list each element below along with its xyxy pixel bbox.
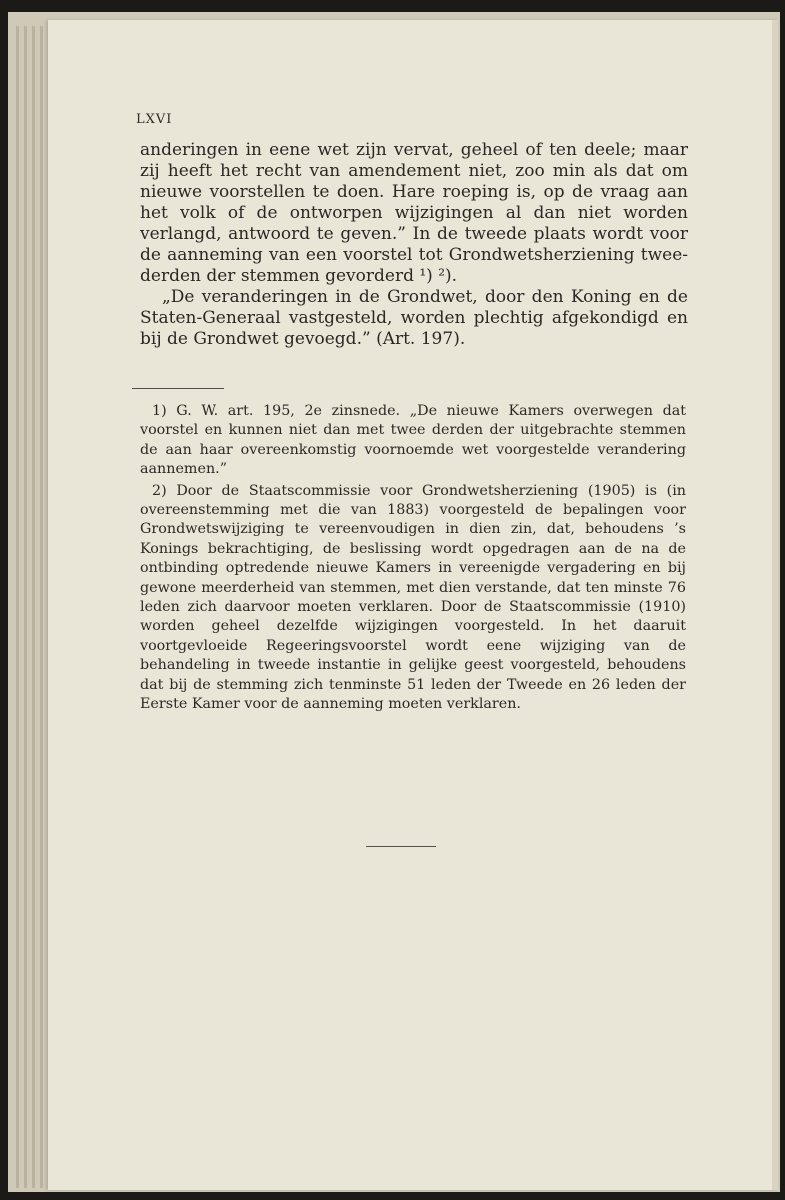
end-rule — [366, 846, 436, 847]
page-edge — [40, 26, 43, 1188]
footnote-divider — [132, 388, 224, 389]
footnotes — [140, 402, 686, 715]
page-edge — [32, 26, 35, 1188]
paragraph: anderingen in eene wet zijn vervat, geheel of ten deele; maar zij heeft het recht van amendement niet, zoo min als dat om nieuwe voorstellen te doen. Hare roeping is, op de vraag aan het volk of de ontworpen wijzigingen al dan niet worden verlangd, antwoord te geven.” In de tweede plaats wordt voor de aanneming van een voorstel tot Grondwetsherziening twee-derden der stemmen gevorderd ¹) ²). — [140, 140, 688, 286]
page-right-edge — [772, 20, 778, 1190]
page-edge — [16, 26, 19, 1188]
main-text — [140, 140, 688, 350]
page-number: LXVI — [136, 112, 173, 127]
footnote: 2) Door de Staatscommissie voor Grondwetsherziening (1905) is (in overeenstemming met die van 1883) voorgesteld de bepalingen voor Grondwetswijziging te vereenvoudigen in dien zin, dat, behoudens ’s Konings bekrachtiging, de beslissing wordt opgedragen aan de na de ontbinding optredende nieuwe Kamers in vereenigde vergadering en bij gewone meerderheid van stemmen, met dien verstande, dat ten minste 76 leden zich daarvoor moeten verklaren. Door de Staatscommissie (1910) worden geheel dezelfde wijzigingen voorgesteld. In het daaruit voortgevloeide Regeeringsvoorstel wordt eene wijziging van de behandeling in tweede instantie in gelijke geest voorgesteld, behoudens dat bij de stemming zich tenminste 51 leden der Tweede en 26 leden der Eerste Kamer voor de aanneming moeten verklaren. — [140, 482, 686, 713]
paragraph: „De veranderingen in de Grondwet, door den Koning en de Staten-Generaal vastgesteld, worden plechtig afgekondigd en bij de Grondwet gevoegd.” (Art. 197). — [140, 287, 688, 349]
page-edge — [24, 26, 27, 1188]
footnote: 1) G. W. art. 195, 2e zinsnede. „De nieuwe Kamers overwegen dat voorstel en kunnen niet dan met twee derden der uitgebrachte stemmen de aan haar overeenkomstig voornoemde wet voorgestelde verandering aannemen.” — [140, 403, 686, 478]
